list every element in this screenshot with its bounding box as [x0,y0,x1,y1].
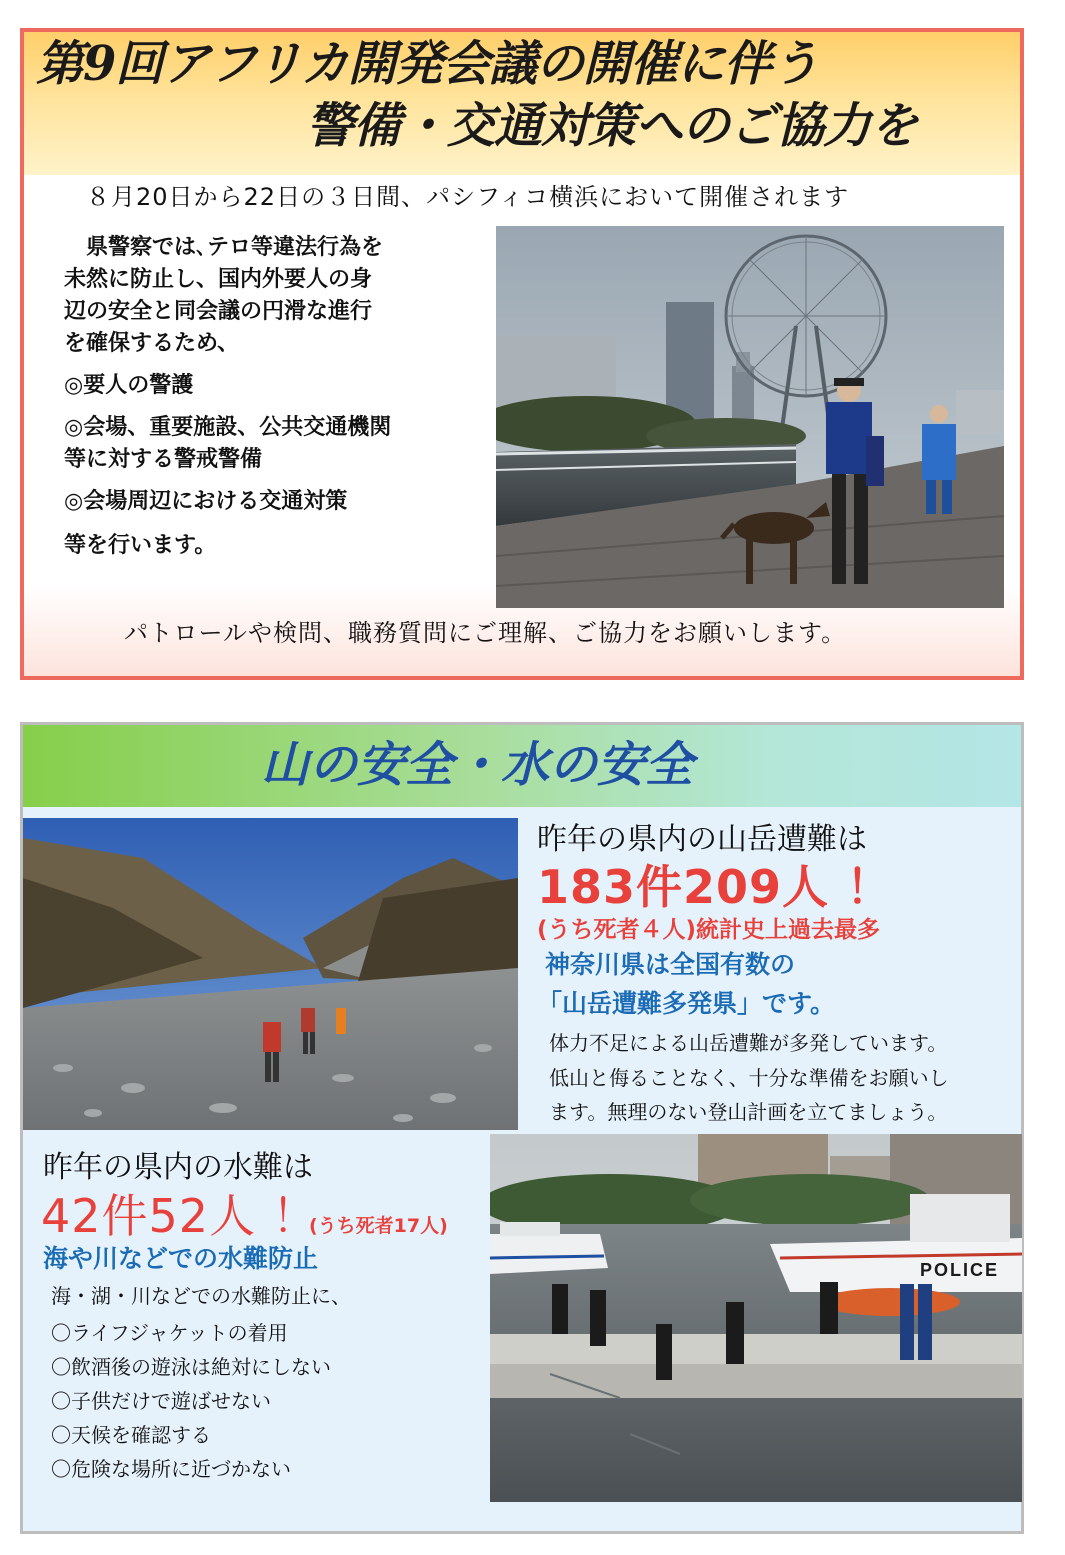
bullet-line: ◎会場、重要施設、公共交通機関 [64,415,392,440]
notice-intro [64,232,484,360]
mountain-hikers-photo [23,818,518,1130]
mountain-heading: 昨年の県内の山岳遭難は [537,822,867,857]
notice-subtitle: ８月20日から22日の３日間、パシフィコ横浜において開催されます [86,183,850,211]
bullet-line: ◎要人の警護 [64,373,194,398]
mountain-prefecture-note: 「山岳遭難多発県」です。 [537,989,836,1018]
police-dog-patrol-photo [496,226,1004,608]
water-tips-list [51,1317,331,1487]
water-tip: 〇危険な場所に近づかない [51,1457,291,1481]
mountain-deaths-note: (うち死者４人)統計史上過去最多 [537,917,881,943]
water-deaths-note: (うち死者17人) [309,1215,448,1237]
bullet-item [64,486,484,518]
notice-title-banner [24,32,1020,175]
security-notice-panel [20,28,1024,680]
intro-line: 県警察では､テロ等違法行為を [64,235,384,260]
water-tip: 〇ライフジャケットの着用 [51,1321,288,1345]
notice-body [64,232,484,562]
mountain-prefecture-note: 神奈川県は全国有数の [545,950,796,979]
water-tip: 〇飲酒後の遊泳は絶対にしない [51,1355,331,1379]
safety-header-banner [23,725,1021,807]
water-accident-count: 42件52人 ！ [41,1189,319,1243]
intro-line: を確保するため、 [64,331,240,356]
police-divers-photo [490,1134,1022,1502]
safety-panel [20,722,1024,1534]
police-boat-lettering: POLICE [920,1260,1000,1280]
water-tip: 〇天候を確認する [51,1423,211,1447]
bullet-item [64,412,484,476]
water-heading: 昨年の県内の水難は [43,1150,313,1185]
mountain-accident-count: 183件209人 ！ [537,860,894,914]
water-tip: 〇子供だけで遊ばせない [51,1389,271,1413]
notice-title-line2: 警備・交通対策へのご協力を [306,98,918,154]
mountain-advice-line: 低山と侮ることなく、十分な準備をお願いし [549,1066,949,1090]
mountain-advice-line: 体力不足による山岳遭難が多発しています。 [549,1031,948,1055]
water-prevention-heading: 海や川などでの水難防止 [43,1244,319,1273]
mountain-advice-line: ます。無理のない登山計画を立てましょう。 [549,1100,948,1124]
bullet-item [64,370,484,402]
bullet-line: ◎会場周辺における交通対策 [64,489,348,514]
bullet-line: 等に対する警戒警備 [64,447,263,472]
notice-footer: パトロールや検問、職務質問にご理解、ご協力をお願いします。 [124,619,847,647]
notice-closing: 等を行います。 [64,533,217,558]
intro-line: 未然に防止し、国内外要人の身 [64,267,373,292]
intro-line: 辺の安全と同会議の円滑な進行 [64,299,373,324]
safety-title: 山の安全・水の安全 [261,737,694,793]
notice-title-line1: 第9回アフリカ開発会議の開催に伴う [36,36,818,92]
water-intro: 海・湖・川などでの水難防止に、 [51,1284,351,1308]
